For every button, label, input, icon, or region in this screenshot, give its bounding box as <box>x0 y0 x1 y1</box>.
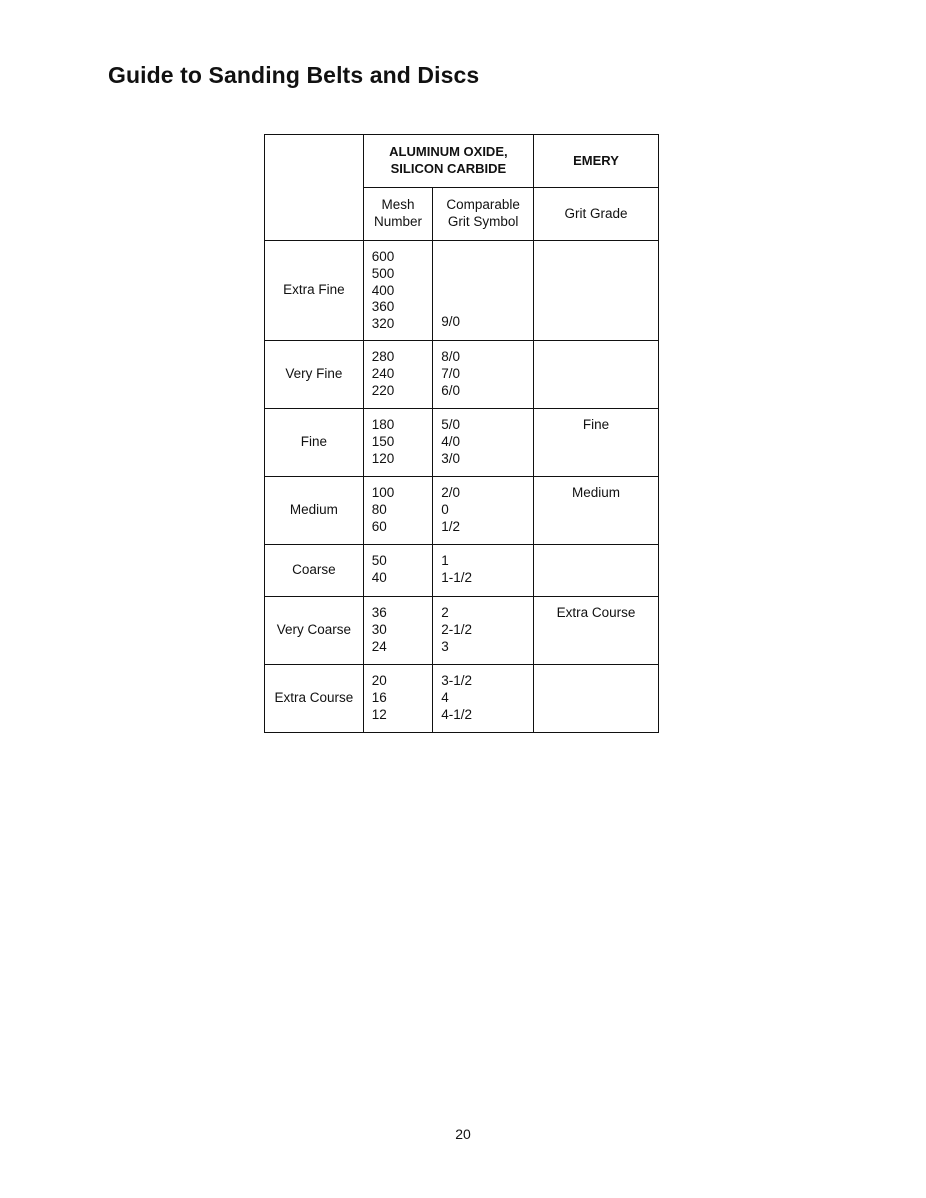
mesh-value: 240 <box>371 365 395 381</box>
comparable-cell <box>433 477 534 545</box>
page-title: Guide to Sanding Belts and Discs <box>108 62 480 88</box>
comparable-value: 5/0 <box>441 417 461 432</box>
header-corner-cell <box>265 135 364 241</box>
comparable-value: 3-1/2 <box>441 673 473 688</box>
comparable-cell <box>433 241 534 341</box>
category-cell: Medium <box>265 477 364 545</box>
comparable-cell <box>433 409 534 477</box>
emery-cell: Medium <box>534 477 659 545</box>
mesh-value: 150 <box>371 433 395 449</box>
comparable-value: 4-1/2 <box>441 706 473 722</box>
mesh-value: 80 <box>371 501 387 517</box>
mesh-cell <box>363 597 433 665</box>
header-comparable-line-1: Comparable <box>446 197 520 213</box>
table-row <box>265 409 659 477</box>
header-comparable-line-2: Grit Symbol <box>447 214 519 229</box>
mesh-value: 600 <box>371 249 395 264</box>
category-cell: Very Coarse <box>265 597 364 665</box>
mesh-value: 60 <box>371 518 387 534</box>
mesh-value: 120 <box>371 450 395 466</box>
comparable-value: 9/0 <box>441 314 461 330</box>
mesh-value: 40 <box>371 569 387 585</box>
emery-cell <box>534 545 659 597</box>
mesh-cell <box>363 341 433 409</box>
mesh-value: 30 <box>371 621 387 637</box>
mesh-cell <box>363 477 433 545</box>
mesh-cell <box>363 545 433 597</box>
mesh-value: 220 <box>371 382 395 398</box>
mesh-value: 16 <box>371 689 387 705</box>
page-number: 20 <box>455 1126 471 1142</box>
header-comparable-grit-symbol <box>433 188 534 241</box>
emery-cell <box>534 241 659 341</box>
mesh-value: 36 <box>371 605 387 620</box>
comparable-cell <box>433 665 534 733</box>
header-emery: EMERY <box>534 135 659 188</box>
table-row <box>265 597 659 665</box>
comparable-value: 2-1/2 <box>441 621 473 637</box>
comparable-value: 2 <box>441 605 449 620</box>
sanding-grit-table <box>264 134 659 733</box>
mesh-cell <box>363 241 433 341</box>
comparable-value: 2/0 <box>441 485 461 500</box>
category-cell: Coarse <box>265 545 364 597</box>
comparable-value: 4 <box>441 689 449 705</box>
table-row <box>265 341 659 409</box>
header-group-line-1: ALUMINUM OXIDE, <box>389 144 508 160</box>
comparable-value: 1/2 <box>441 518 461 534</box>
mesh-value: 400 <box>371 282 395 298</box>
header-aluminum-oxide-silicon-carbide <box>363 135 533 188</box>
mesh-value: 100 <box>371 485 395 500</box>
mesh-cell <box>363 409 433 477</box>
table-row <box>265 665 659 733</box>
header-row-group <box>265 135 659 188</box>
mesh-cell <box>363 665 433 733</box>
mesh-value: 360 <box>371 299 395 315</box>
table-row <box>265 477 659 545</box>
mesh-value: 24 <box>371 638 387 654</box>
mesh-value: 180 <box>371 417 395 432</box>
emery-cell: Fine <box>534 409 659 477</box>
comparable-value: 8/0 <box>441 349 461 364</box>
mesh-value: 280 <box>371 349 395 364</box>
category-cell: Extra Course <box>265 665 364 733</box>
mesh-value: 50 <box>371 553 387 568</box>
header-mesh-line-1: Mesh <box>381 197 415 213</box>
table-row <box>265 241 659 341</box>
comparable-cell <box>433 341 534 409</box>
mesh-value: 500 <box>371 265 395 281</box>
table-row <box>265 545 659 597</box>
comparable-value: 6/0 <box>441 382 461 398</box>
mesh-value: 20 <box>371 673 387 688</box>
mesh-value: 320 <box>371 316 395 332</box>
comparable-value: 1 <box>441 553 449 568</box>
category-cell: Extra Fine <box>265 241 364 341</box>
header-grit-grade: Grit Grade <box>534 188 659 241</box>
header-group-line-2: SILICON CARBIDE <box>390 161 507 176</box>
emery-cell: Extra Course <box>534 597 659 665</box>
comparable-value: 1-1/2 <box>441 569 473 585</box>
emery-cell <box>534 665 659 733</box>
emery-cell <box>534 341 659 409</box>
header-mesh-line-2: Number <box>374 214 423 229</box>
header-mesh-number <box>363 188 433 241</box>
mesh-value: 12 <box>371 706 387 722</box>
comparable-value: 0 <box>441 501 449 517</box>
comparable-value: 4/0 <box>441 433 461 449</box>
comparable-value: 3 <box>441 638 449 654</box>
comparable-cell <box>433 545 534 597</box>
comparable-cell <box>433 597 534 665</box>
category-cell: Very Fine <box>265 341 364 409</box>
category-cell: Fine <box>265 409 364 477</box>
comparable-value: 7/0 <box>441 365 461 381</box>
comparable-value: 3/0 <box>441 450 461 466</box>
